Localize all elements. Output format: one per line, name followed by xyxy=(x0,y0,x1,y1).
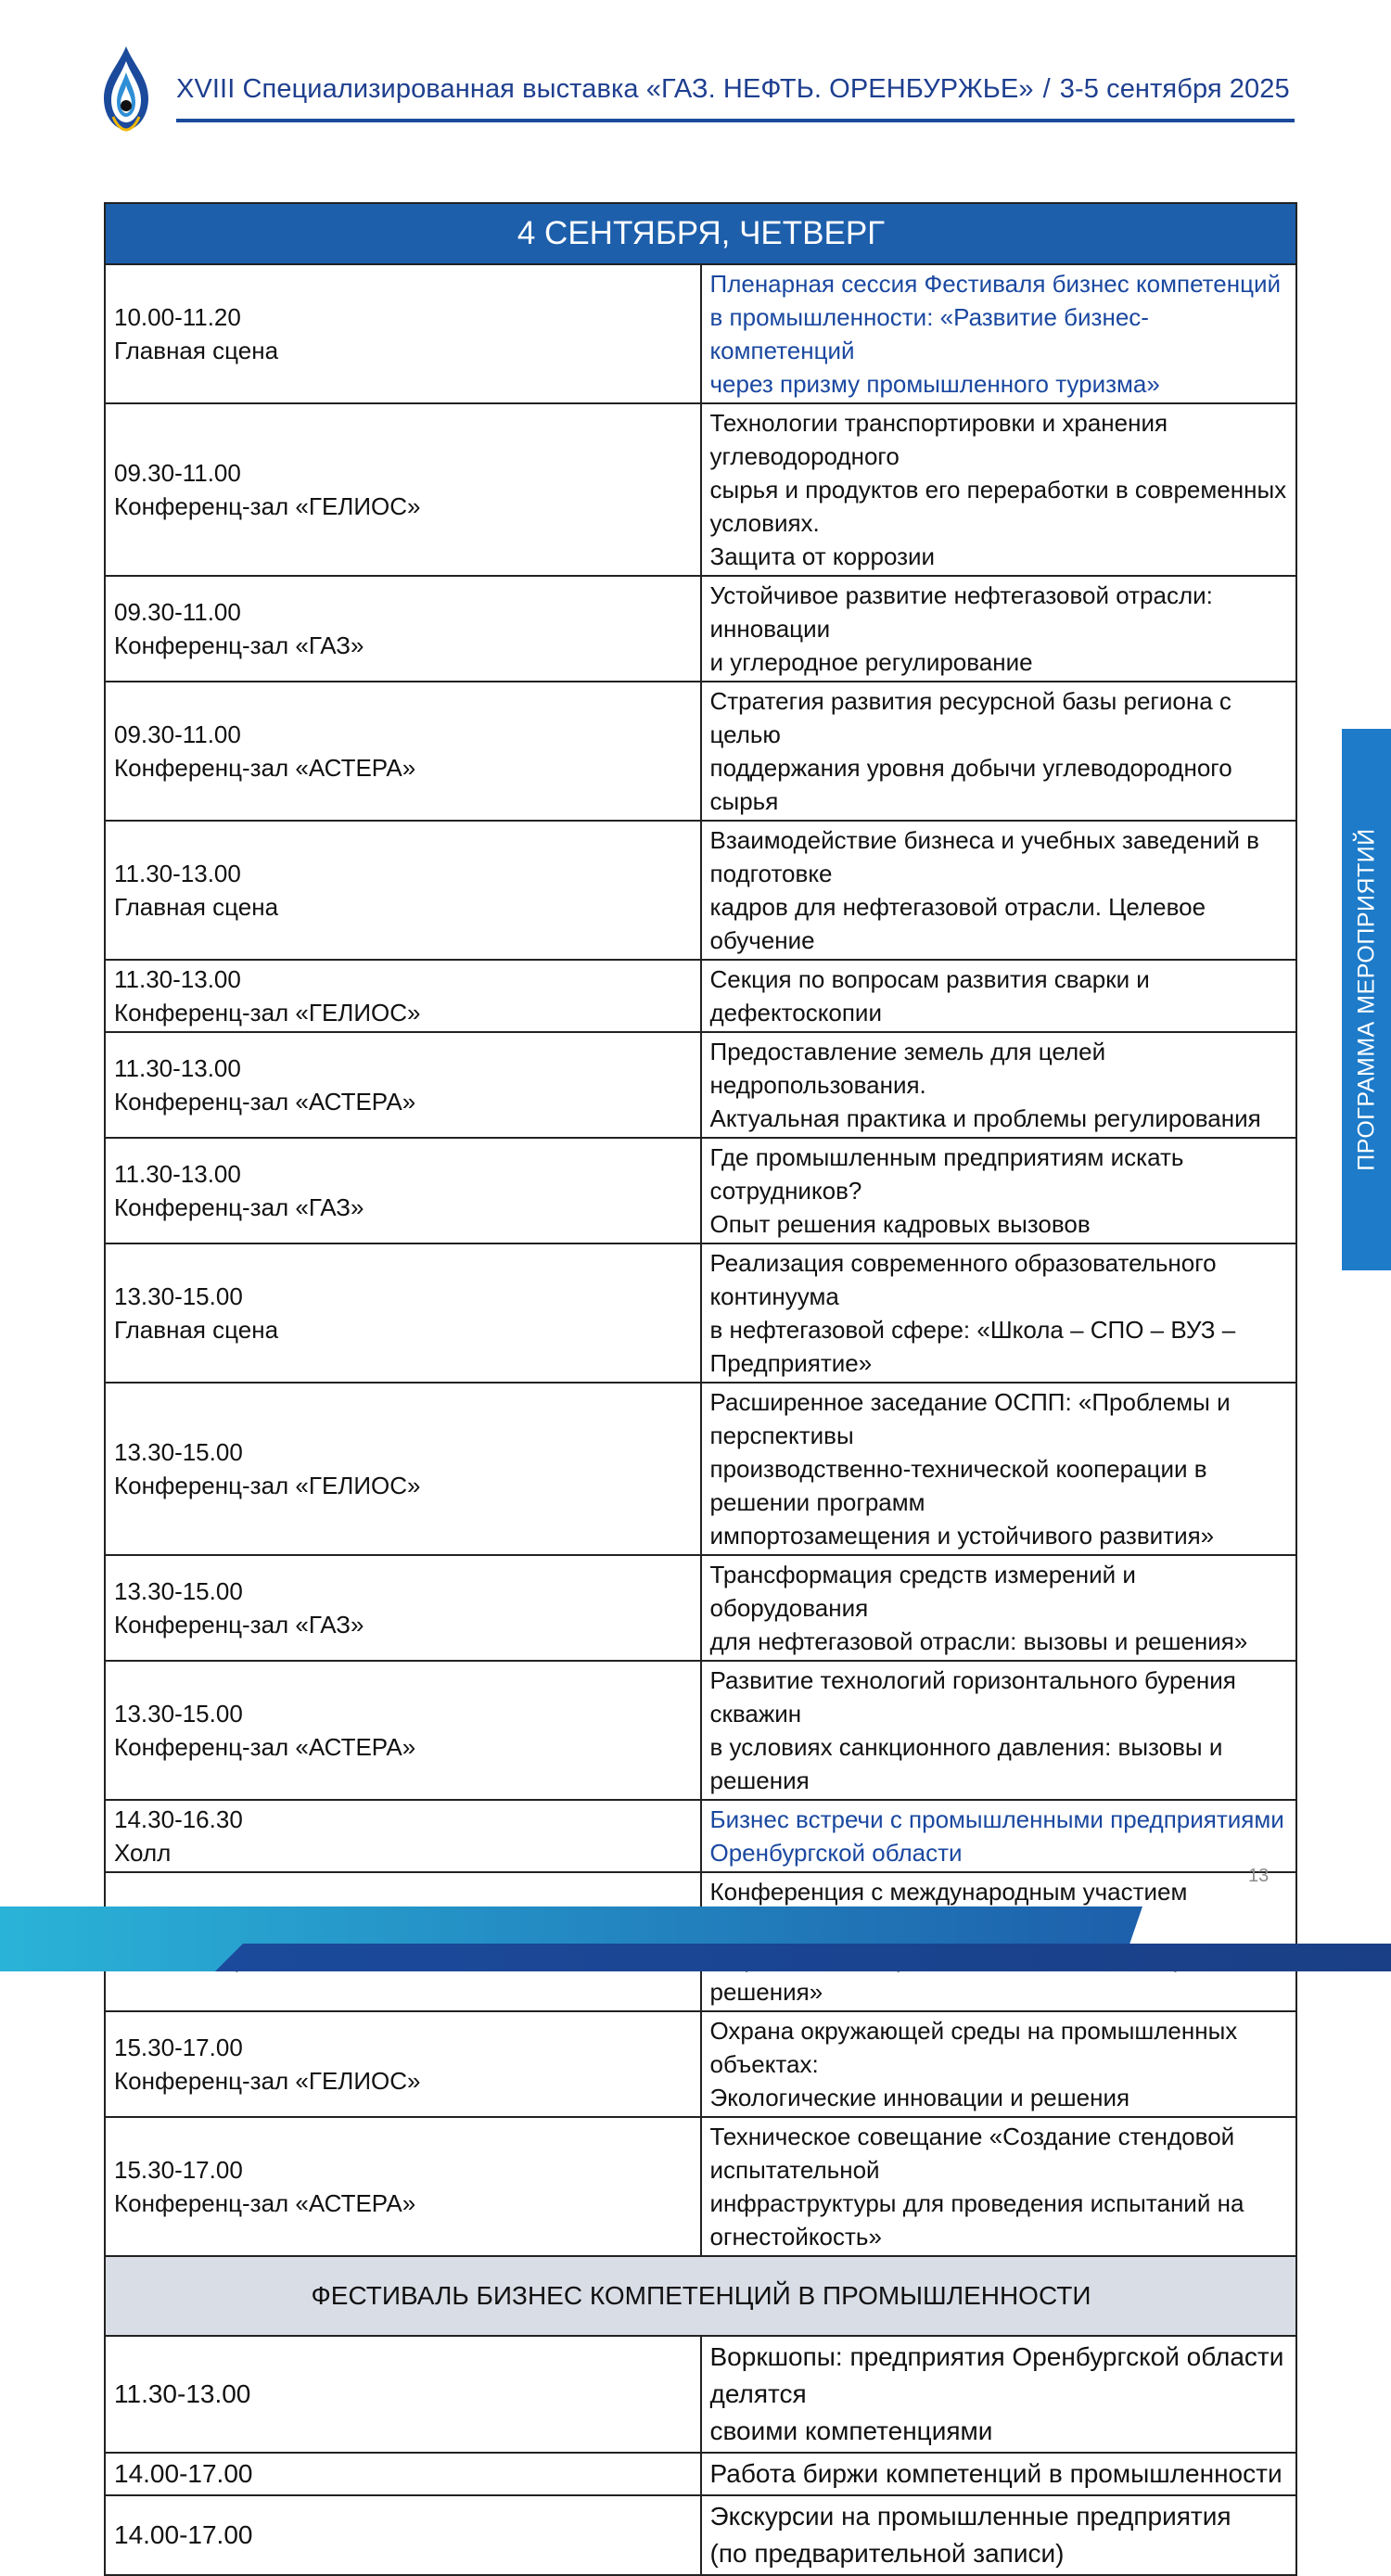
session-time: 09.30-11.00 xyxy=(114,721,241,748)
session-topic xyxy=(701,1032,1297,1138)
topic-line: Оренбургской области xyxy=(709,1839,963,1867)
topic-line: в условиях санкционного давления: вызовы и решения xyxy=(709,1733,1223,1794)
topic-line: своими компетенциями xyxy=(709,2417,993,2445)
schedule-table xyxy=(104,202,1297,2576)
topic-line: импортозамещения и устойчивого развития» xyxy=(709,1522,1215,1549)
session-place: Конференц-зал «ГЕЛИОС» xyxy=(114,1472,421,1499)
schedule-row xyxy=(105,2011,1296,2117)
session-place: Конференц-зал «ГАЗ» xyxy=(114,631,364,659)
session-topic xyxy=(701,2495,1297,2575)
topic-line: Предоставление земель для целей недропользования. xyxy=(709,1038,1106,1099)
festival-row xyxy=(105,2453,1296,2495)
session-topic xyxy=(701,2117,1297,2256)
session-time: 11.30-13.00 xyxy=(114,1160,241,1188)
topic-line: Техническое совещание «Создание стендовой испытательной xyxy=(709,2123,1235,2184)
schedule-row xyxy=(105,1032,1296,1138)
session-time-place xyxy=(105,264,701,403)
topic-line: Актуальная практика и проблемы регулирования xyxy=(709,1104,1261,1132)
schedule-row xyxy=(105,1661,1296,1800)
session-place: Конференц-зал «ГЕЛИОС» xyxy=(114,999,421,1027)
day-title: 4 СЕНТЯБРЯ, ЧЕТВЕРГ xyxy=(105,203,1296,264)
session-place: Конференц-зал «АСТЕРА» xyxy=(114,1088,416,1116)
schedule-row xyxy=(105,960,1296,1032)
topic-line: через призму промышленного туризма» xyxy=(709,370,1160,398)
session-time: 15.30-17.00 xyxy=(114,2156,243,2184)
session-time: 13.30-15.00 xyxy=(114,1438,243,1466)
side-tab-label: ПРОГРАММА МЕРОПРИЯТИЙ xyxy=(1353,828,1379,1171)
topic-line: Экскурсии на промышленные предприятия xyxy=(709,2502,1231,2531)
schedule-row xyxy=(105,2117,1296,2256)
topic-line: Пленарная сессия Фестиваля бизнес компетенций xyxy=(709,270,1282,298)
session-place: Конференц-зал «АСТЕРА» xyxy=(114,754,416,782)
schedule-row xyxy=(105,1383,1296,1555)
session-place: Конференц-зал «АСТЕРА» xyxy=(114,2189,416,2217)
schedule-row xyxy=(105,576,1296,682)
session-topic xyxy=(701,682,1297,821)
session-topic xyxy=(701,1138,1297,1243)
festival-time: 14.00-17.00 xyxy=(105,2495,701,2575)
session-time-place xyxy=(105,2117,701,2256)
header-rule xyxy=(176,119,1295,122)
topic-line: Конференция с международным участием xyxy=(709,1878,1188,1906)
session-place: Главная сцена xyxy=(114,893,279,921)
session-time-place xyxy=(105,1138,701,1243)
schedule-row xyxy=(105,1800,1296,1872)
session-time-place xyxy=(105,1555,701,1661)
topic-line: в нефтегазовой сфере: «Школа – СПО – ВУЗ – Предприятие» xyxy=(709,1316,1236,1377)
session-time: 13.30-15.00 xyxy=(114,1282,243,1310)
session-time: 15.30-17.00 xyxy=(114,2034,243,2061)
topic-line: Охрана окружающей среды на промышленных объектах: xyxy=(709,2017,1238,2078)
topic-line: в промышленности: «Развитие бизнес-компетенций xyxy=(709,303,1149,364)
schedule-row xyxy=(105,682,1296,821)
footer-decor-band xyxy=(0,1881,1391,1971)
topic-line: Экологические инновации и решения xyxy=(709,2084,1130,2111)
topic-line: Устойчивое развитие нефтегазовой отрасли: инновации xyxy=(709,581,1213,643)
session-time-place xyxy=(105,576,701,682)
session-time-place xyxy=(105,1243,701,1383)
topic-line: Развитие технологий горизонтального бурения скважин xyxy=(709,1666,1236,1728)
session-time-place xyxy=(105,960,701,1032)
topic-line: поддержания уровня добычи углеводородного сырья xyxy=(709,754,1232,815)
session-time-place xyxy=(105,403,701,576)
session-time-place xyxy=(105,682,701,821)
session-time: 13.30-15.00 xyxy=(114,1700,243,1728)
topic-line: Опыт решения кадровых вызовов xyxy=(709,1210,1091,1238)
festival-title: ФЕСТИВАЛЬ БИЗНЕС КОМПЕТЕНЦИЙ В ПРОМЫШЛЕННОСТИ xyxy=(105,2256,1296,2336)
flame-drop-logo-icon xyxy=(100,45,152,134)
session-place: Конференц-зал «ГЕЛИОС» xyxy=(114,492,421,520)
topic-line: (по предварительной записи) xyxy=(709,2539,1065,2568)
festival-header-row xyxy=(105,2256,1296,2336)
topic-line: Воркшопы: предприятия Оренбургской области делятся xyxy=(709,2342,1284,2408)
session-time: 14.30-16.30 xyxy=(114,1805,243,1833)
session-time: 13.30-15.00 xyxy=(114,1577,243,1605)
schedule-row xyxy=(105,1138,1296,1243)
session-place: Холл xyxy=(114,1839,172,1867)
schedule-row xyxy=(105,403,1296,576)
session-place: Главная сцена xyxy=(114,337,279,364)
session-place: Главная сцена xyxy=(114,1316,279,1344)
session-place: Конференц-зал «АСТЕРА» xyxy=(114,1733,416,1761)
session-topic xyxy=(701,1383,1297,1555)
session-time: 11.30-13.00 xyxy=(114,860,241,887)
session-topic xyxy=(701,960,1297,1032)
schedule-row xyxy=(105,1243,1296,1383)
exhibition-dates: 3-5 сентября 2025 xyxy=(1059,74,1290,104)
schedule-row xyxy=(105,821,1296,960)
topic-line: Где промышленным предприятиям искать сотрудников? xyxy=(709,1143,1184,1205)
session-topic xyxy=(701,1661,1297,1800)
session-topic xyxy=(701,576,1297,682)
topic-line: Работа биржи компетенций в промышленности xyxy=(709,2459,1283,2488)
schedule-row xyxy=(105,264,1296,403)
session-place: Конференц-зал «ГЕЛИОС» xyxy=(114,2067,421,2095)
session-topic xyxy=(701,1243,1297,1383)
session-time-place xyxy=(105,821,701,960)
topic-line: сырья и продуктов его переработки в современных условиях. xyxy=(709,476,1287,537)
day-header-row xyxy=(105,203,1296,264)
session-time-place xyxy=(105,1032,701,1138)
festival-row xyxy=(105,2495,1296,2575)
session-time-place xyxy=(105,1383,701,1555)
header-separator: / xyxy=(1042,74,1051,104)
topic-line: Секция по вопросам развития сварки и дефектоскопии xyxy=(709,965,1150,1027)
header-title xyxy=(176,74,1290,105)
session-topic xyxy=(701,2453,1297,2495)
session-topic xyxy=(701,1800,1297,1872)
session-time: 11.30-13.00 xyxy=(114,965,241,993)
session-time: 09.30-11.00 xyxy=(114,459,241,487)
topic-line: решения» xyxy=(709,1978,823,2006)
session-time: 09.30-11.00 xyxy=(114,598,241,626)
session-time: 11.30-13.00 xyxy=(114,1054,241,1082)
topic-line: производственно-технической кооперации в решении программ xyxy=(709,1455,1207,1516)
topic-line: Взаимодействие бизнеса и учебных заведений в подготовке xyxy=(709,826,1259,887)
session-topic xyxy=(701,2336,1297,2453)
topic-line: Расширенное заседание ОСПП: «Проблемы и перспективы xyxy=(709,1388,1231,1449)
session-topic xyxy=(701,1555,1297,1661)
festival-row xyxy=(105,2336,1296,2453)
topic-line: Технологии транспортировки и хранения углеводородного xyxy=(709,409,1168,470)
session-topic xyxy=(701,264,1297,403)
session-time-place xyxy=(105,1661,701,1800)
topic-line: Защита от коррозии xyxy=(709,542,936,570)
session-time: 10.00-11.20 xyxy=(114,303,241,331)
session-topic xyxy=(701,821,1297,960)
festival-time: 11.30-13.00 xyxy=(105,2336,701,2453)
session-place: Конференц-зал «ГАЗ» xyxy=(114,1611,364,1639)
topic-line: инфраструктуры для проведения испытаний на огнестойкость» xyxy=(709,2189,1244,2251)
topic-line: и углеродное регулирование xyxy=(709,648,1033,676)
session-place: Конференц-зал «ГАЗ» xyxy=(114,1193,364,1221)
session-topic xyxy=(701,403,1297,576)
topic-line: Реализация современного образовательного континуума xyxy=(709,1249,1217,1310)
topic-line: для нефтегазовой отрасли: вызовы и решения» xyxy=(709,1627,1248,1655)
topic-line: кадров для нефтегазовой отрасли. Целевое обучение xyxy=(709,893,1206,954)
topic-line: Стратегия развития ресурсной базы региона с целью xyxy=(709,687,1231,748)
session-time-place xyxy=(105,1800,701,1872)
exhibition-title: XVIII Специализированная выставка «ГАЗ. НЕФТЬ. ОРЕНБУРЖЬЕ» xyxy=(176,74,1034,104)
festival-time: 14.00-17.00 xyxy=(105,2453,701,2495)
session-topic xyxy=(701,2011,1297,2117)
page-number: 13 xyxy=(1248,1866,1270,1886)
session-time-place xyxy=(105,2011,701,2117)
topic-line: Бизнес встречи с промышленными предприятиями xyxy=(709,1805,1284,1833)
schedule-row xyxy=(105,1555,1296,1661)
side-tab xyxy=(1342,729,1391,1270)
topic-line: Трансформация средств измерений и оборудования xyxy=(709,1561,1136,1622)
